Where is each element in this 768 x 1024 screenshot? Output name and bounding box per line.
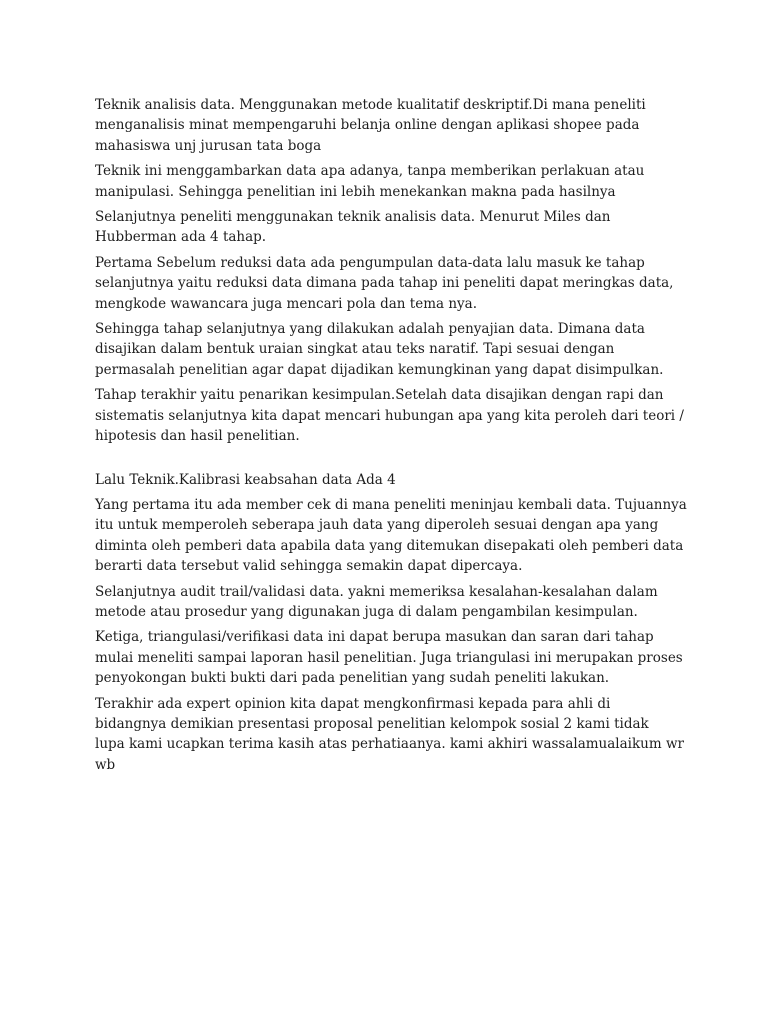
paragraph-data-reduction: Pertama Sebelum reduksi data ada pengumpulan data-data lalu masuk ke tahap selanjutnya yaitu reduksi data dimana pada tahap ini peneliti dapat meringkas data, mengkode wawancara juga mencari pola dan tema nya.	[95, 254, 674, 312]
paragraph-analysis-technique: Teknik analisis data. Menggunakan metode kualitatif deskriptif.Di mana peneliti menganalisis minat mempengaruhi belanja online dengan aplikasi shopee pada mahasiswa unj jurusan tata boga	[95, 97, 646, 154]
paragraph-conclusion-drawing: Tahap terakhir yaitu penarikan kesimpulan.Setelah data disajikan dengan rapi dan sistematis selanjutnya kita dapat mencari hubungan apa yang kita peroleh dari teori / hipotesis dan hasil penelitian.	[95, 387, 684, 445]
paragraph-description: Teknik ini menggambarkan data apa adanya, tanpa memberikan perlakuan atau manipulasi. Sehingga penelitian ini lebih menekankan makna pada hasilnya	[95, 163, 645, 200]
paragraph-audit-trail: Selanjutnya audit trail/validasi data. yakni memeriksa kesalahan-kesalahan dalam metode atau prosedur yang digunakan juga di dalam pengambilan kesimpulan.	[95, 583, 658, 620]
paragraph-calibration-heading: Lalu Teknik.Kalibrasi keabsahan data Ada 4	[95, 471, 396, 488]
paragraph-triangulation: Ketiga, triangulasi/verifikasi data ini dapat berupa masukan dan saran dari tahap mulai meneliti sampai laporan hasil penelitian. Juga triangulasi ini merupakan proses penyokongan bukti bukti dari pada penelitian yang sudah peneliti lakukan.	[95, 629, 683, 687]
paragraph-miles-hubberman: Selanjutnya peneliti menggunakan teknik analisis data. Menurut Miles dan Hubberman ada 4 tahap.	[95, 209, 611, 246]
paragraph-gap	[95, 452, 715, 470]
paragraph-data-presentation: Sehingga tahap selanjutnya yang dilakukan adalah penyajian data. Dimana data disajikan dalam bentuk uraian singkat atau teks naratif. Tapi sesuai dengan permasalah penelitian agar dapat dijadikan kemungkinan yang dapat disimpulkan.	[95, 321, 664, 378]
paragraph-expert-opinion: Terakhir ada expert opinion kita dapat mengkonfirmasi kepada para ahli di bidangnya demikian presentasi proposal penelitian kelompok sosial 2 kami tidak lupa kami ucapkan terima kasih atas perhatiaanya. kami akhiri wassalamualaikum wr wb	[95, 695, 684, 773]
paragraph-member-check: Yang pertama itu ada member cek di mana peneliti meninjau kembali data. Tujuannya itu untuk memperoleh seberapa jauh data yang diperoleh sesuai dengan apa yang diminta oleh pemberi data apabila data yang ditemukan disepakati oleh pemberi data berarti data tersebut valid sehingga semakin dapat dipercaya.	[95, 496, 687, 575]
document-page	[95, 95, 715, 780]
